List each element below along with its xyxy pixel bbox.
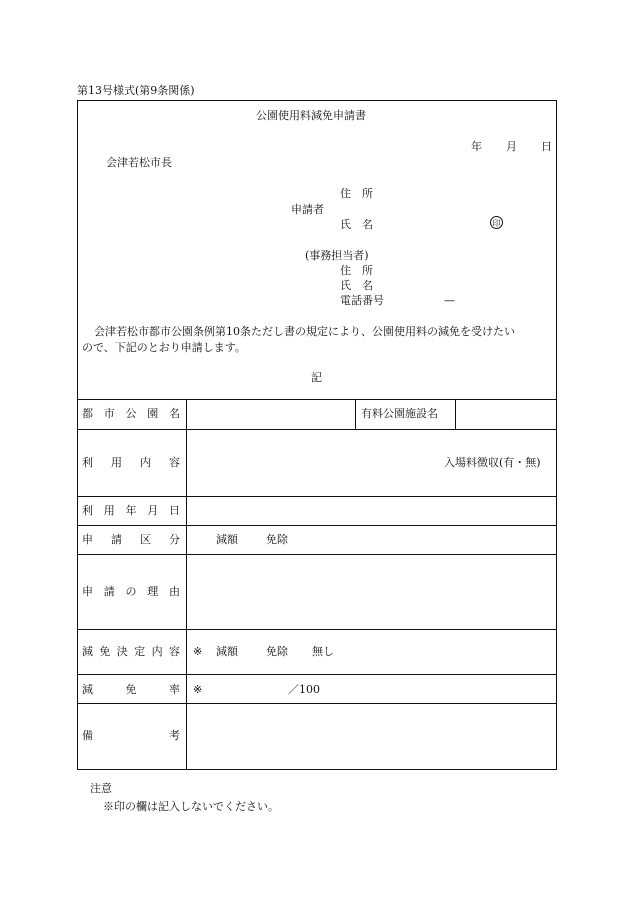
decision-none: 無し (312, 645, 334, 658)
label-application-type (82, 533, 180, 547)
label-rate (82, 683, 180, 697)
label-char: 備 (82, 729, 93, 742)
decision-mark: ※ (193, 645, 203, 658)
option-reduction[interactable]: 減額 (216, 533, 238, 546)
rate-value: ／100 (288, 683, 320, 696)
label-char: 利 (82, 456, 93, 469)
label-char: 減 (82, 683, 93, 696)
label-char: 分 (169, 533, 180, 546)
applicant-heading: 申請者 (291, 203, 324, 216)
table-top-line (77, 399, 557, 400)
label-char: 免 (99, 645, 111, 658)
notes-heading: 注意 (90, 782, 112, 795)
date-day: 日 (541, 140, 552, 153)
contact-phone-label: 電話番号 (340, 294, 384, 307)
label-char: 都 (82, 407, 93, 420)
label-char: 率 (169, 683, 180, 696)
notes-text: ※印の欄は記入しないでください。 (103, 800, 279, 813)
label-decision (82, 645, 180, 659)
body-text-line1: 会津若松市都市公園条例第10条ただし書の規定により、公園使用料の減免を受けたい (94, 325, 515, 338)
label-char: 請 (111, 533, 122, 546)
label-char: 申 (82, 533, 93, 546)
applicant-address-label: 住 所 (340, 187, 373, 200)
contact-name-label: 氏 名 (340, 279, 373, 292)
decision-exemption: 免除 (266, 645, 288, 658)
label-char: の (125, 585, 137, 598)
addressee: 会津若松市長 (106, 156, 172, 169)
label-char: 内 (151, 645, 163, 658)
label-char: 由 (169, 585, 180, 598)
label-char: 容 (168, 645, 180, 658)
date-month: 月 (506, 140, 517, 153)
label-char: 名 (169, 407, 180, 420)
label-char: 日 (169, 504, 180, 517)
field-remarks[interactable] (190, 707, 552, 767)
field-park-name[interactable] (190, 402, 350, 426)
facility-left-line (355, 399, 356, 429)
label-char: 容 (169, 456, 180, 469)
body-text-line2: ので、下記のとおり申請します。 (82, 341, 246, 354)
decision-reduction: 減額 (216, 645, 238, 658)
label-char: 年 (125, 504, 137, 517)
field-reason[interactable] (190, 558, 552, 626)
label-char: 園 (147, 407, 159, 420)
label-char: 用 (103, 504, 115, 517)
row-line-4 (77, 554, 557, 555)
label-char: 区 (140, 533, 151, 546)
contact-heading: (事務担当者) (305, 249, 369, 262)
label-char: 減 (82, 645, 93, 658)
seal-icon: 印 (490, 216, 503, 229)
option-exemption[interactable]: 免除 (266, 533, 288, 546)
label-char: 免 (125, 683, 137, 696)
contact-phone-dash: — (444, 294, 455, 307)
form-title: 公園使用料減免申請書 (256, 109, 366, 122)
label-usage-content (82, 456, 180, 470)
row-line-3 (77, 525, 557, 526)
label-park-name (82, 407, 180, 421)
row-line-6 (77, 674, 557, 675)
rate-mark: ※ (193, 683, 203, 696)
field-usage-date[interactable] (190, 499, 552, 523)
label-char: 請 (103, 585, 115, 598)
form-number: 第13号様式(第9条関係) (77, 84, 195, 97)
label-char: 申 (82, 585, 93, 598)
label-paid-facility: 有料公園施設名 (361, 407, 438, 420)
admission-fee-text: 入場料徴収(有・無) (444, 456, 541, 469)
contact-address-label: 住 所 (340, 264, 373, 277)
label-remarks (82, 729, 180, 743)
label-char: 利 (82, 504, 93, 517)
row-line-7 (77, 703, 557, 704)
label-char: 月 (147, 504, 159, 517)
applicant-name-label: 氏 名 (340, 218, 373, 231)
facility-right-line (455, 399, 456, 429)
ki-label: 記 (311, 371, 322, 384)
row-line-2 (77, 496, 557, 497)
label-char: 公 (125, 407, 137, 420)
label-char: 内 (140, 456, 151, 469)
label-char: 定 (134, 645, 146, 658)
label-char: 考 (169, 729, 180, 742)
label-char: 用 (111, 456, 122, 469)
date-year: 年 (471, 140, 482, 153)
row-line-5 (77, 629, 557, 630)
field-usage-content[interactable] (190, 433, 430, 493)
row-line-1 (77, 429, 557, 430)
label-reason (82, 585, 180, 599)
label-column-line (186, 399, 187, 770)
label-char: 市 (103, 407, 115, 420)
label-char: 理 (147, 585, 159, 598)
label-char: 決 (116, 645, 128, 658)
field-paid-facility[interactable] (460, 402, 552, 426)
label-usage-date (82, 504, 180, 518)
